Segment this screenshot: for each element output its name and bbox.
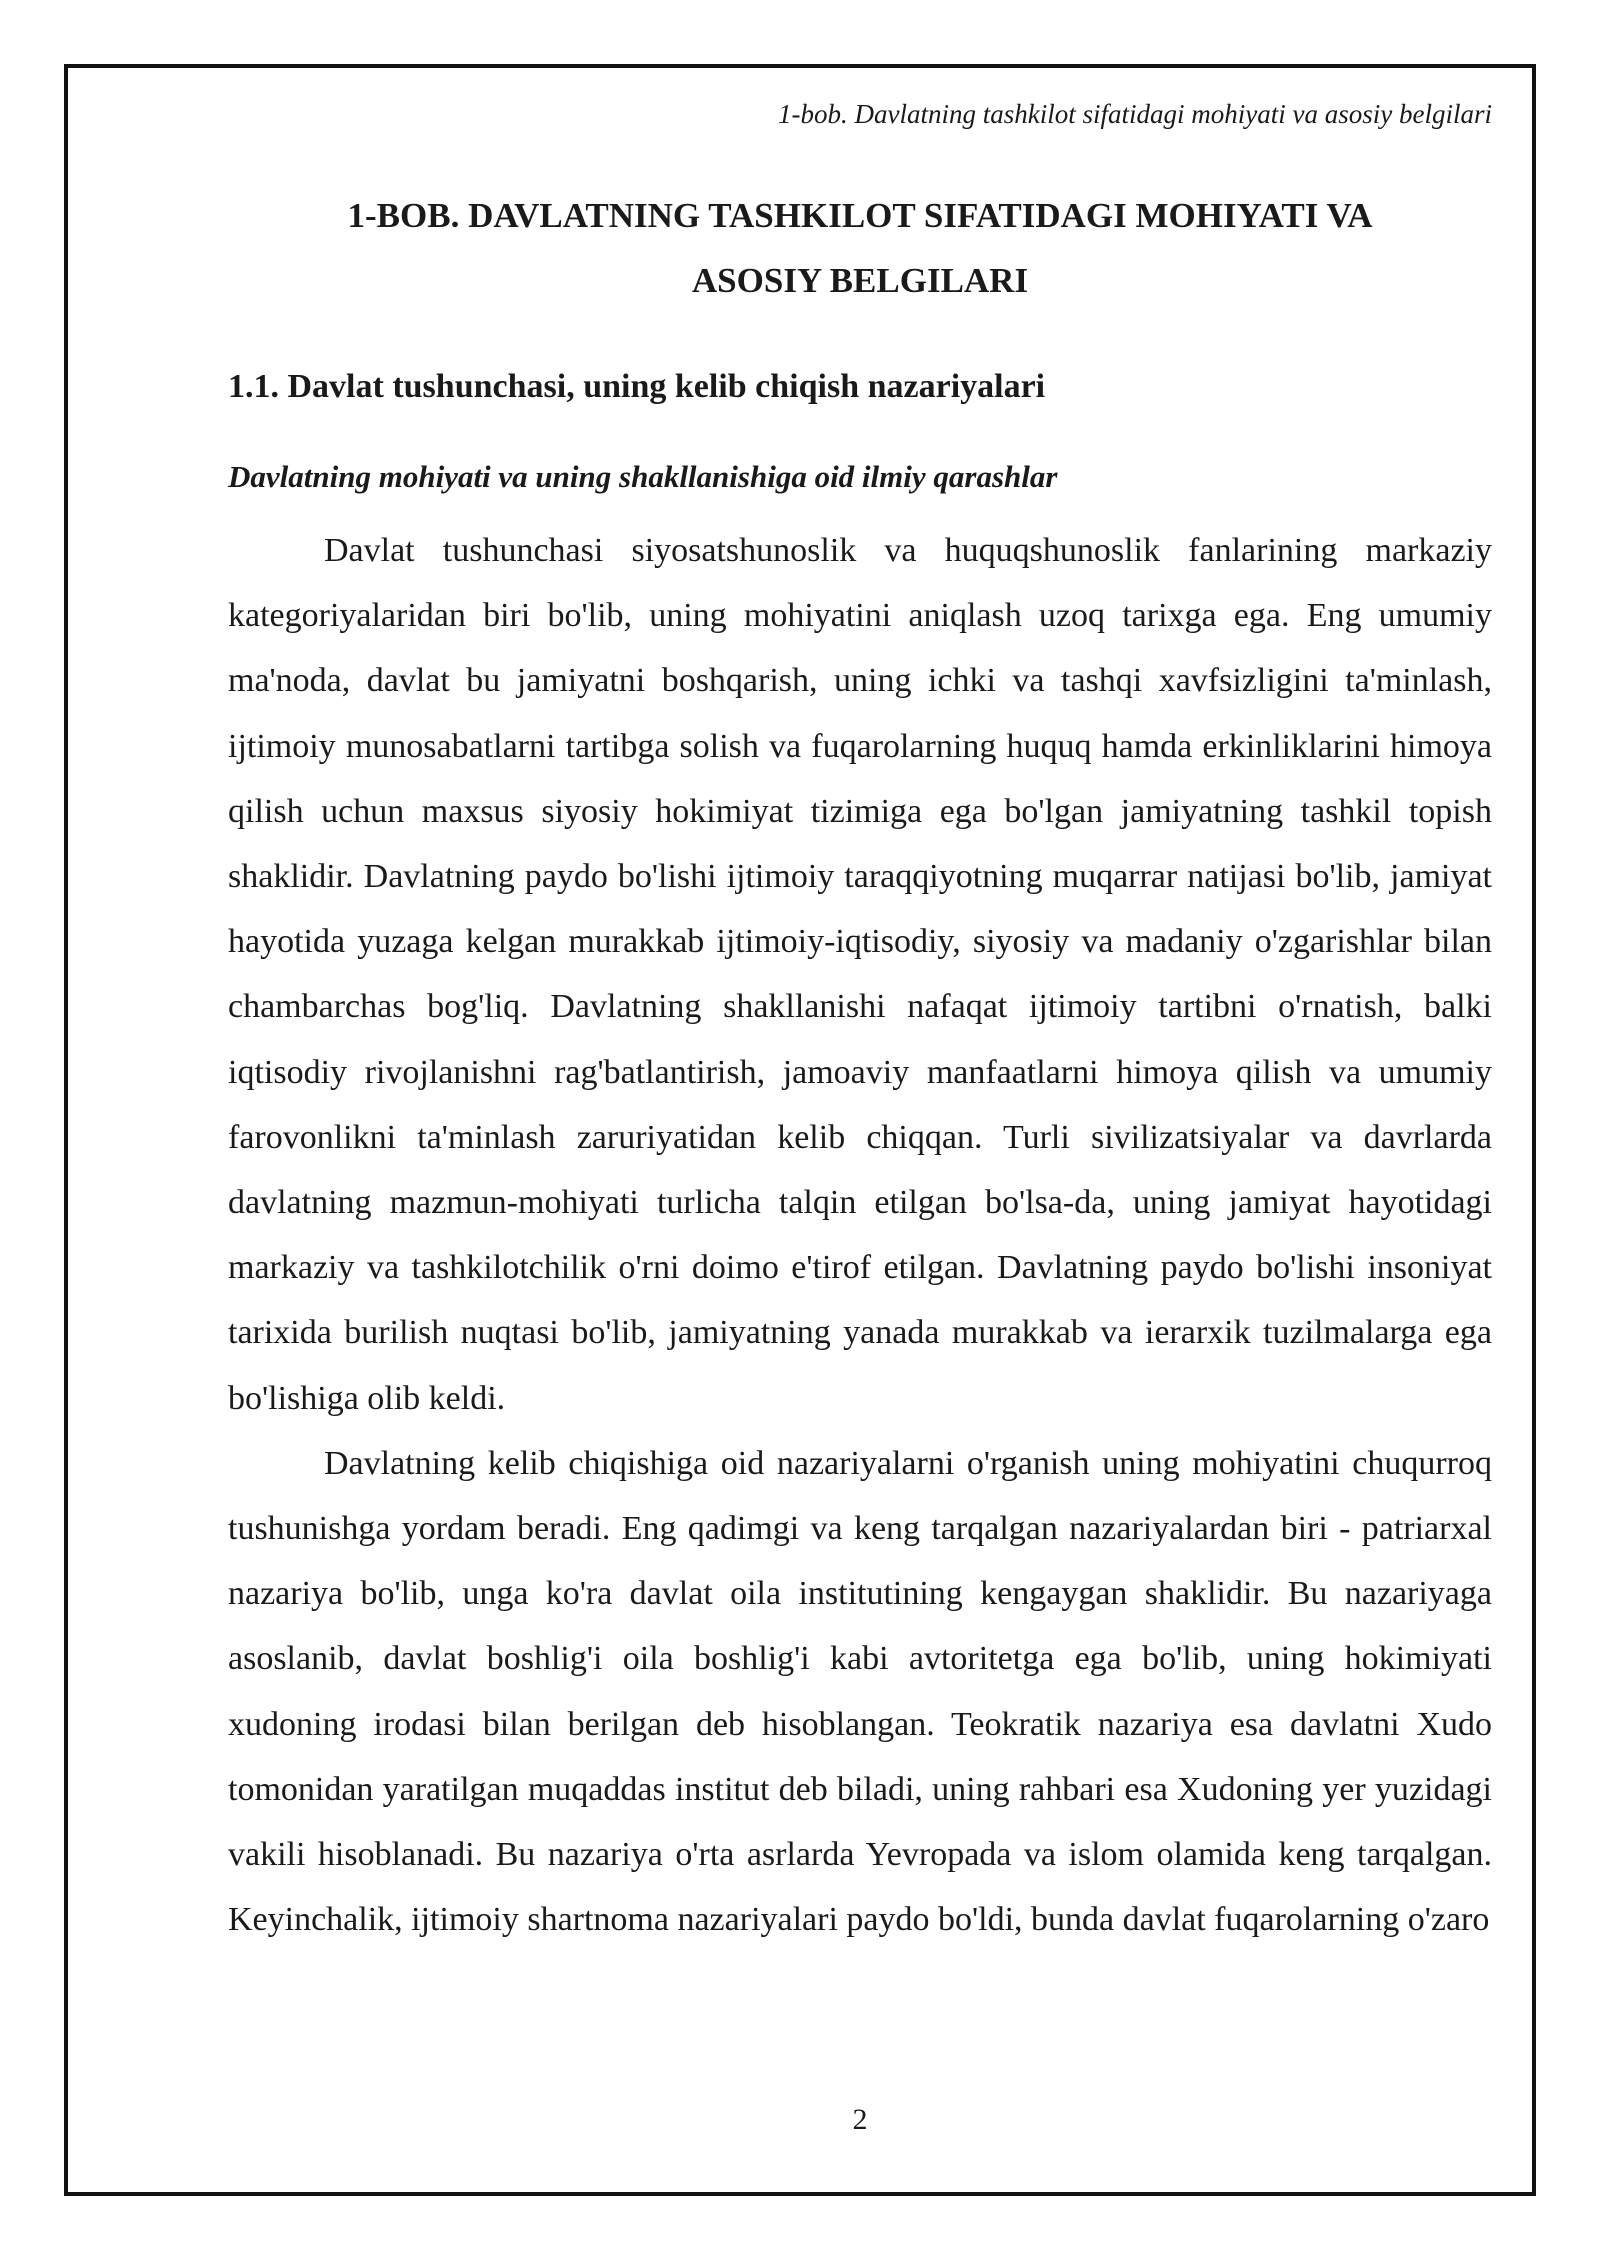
section-subheading: Davlatning mohiyati va uning shakllanishiga oid ilmiy qarashlar	[228, 459, 1058, 494]
section-heading: 1.1. Davlat tushunchasi, uning kelib chiqish nazariyalari	[228, 368, 1046, 405]
chapter-title	[228, 183, 1492, 313]
body-text	[228, 518, 1492, 1952]
paragraph-2: Davlatning kelib chiqishiga oid nazariyalarni o'rganish uning mohiyatini chuqurroq tushunishga yordam beradi. Eng qadimgi va keng tarqalgan nazariyalardan biri - patriarxal nazariya bo'lib, unga ko'ra davlat oila institutining kengaygan shaklidir. Bu nazariyaga asoslanib, davlat boshlig'i oila boshlig'i kabi avtoritetga ega bo'lib, uning hokimiyati xudoning irodasi bilan berilgan deb hisoblangan. Teokratik nazariya esa davlatni Xudo tomonidan yaratilgan muqaddas institut deb biladi, uning rahbari esa Xudoning yer yuzidagi vakili hisoblanadi. Bu nazariya o'rta asrlarda Yevropada va islom olamida keng tarqalgan. Keyinchalik, ijtimoiy shartnoma nazariyalari paydo bo'ldi, bunda davlat fuqarolarning o'zaro	[228, 1444, 1492, 1939]
page-number: 2	[852, 2103, 868, 2136]
chapter-title-line-1: 1-BOB. DAVLATNING TASHKILOT SIFATIDAGI MOHIYATI VA	[347, 196, 1373, 235]
paragraph-1: Davlat tushunchasi siyosatshunoslik va huquqshunoslik fanlarining markaziy kategoriyalaridan biri bo'lib, uning mohiyatini aniqlash uzoq tarixga ega. Eng umumiy ma'noda, davlat bu jamiyatni boshqarish, uning ichki va tashqi xavfsizligini ta'minlash, ijtimoiy munosabatlarni tartibga solish va fuqarolarning huquq hamda erkinliklarini himoya qilish uchun maxsus siyosiy hokimiyat tizimiga ega bo'lgan jamiyatning tashkil topish shaklidir. Davlatning paydo bo'lishi ijtimoiy taraqqiyotning muqarrar natijasi bo'lib, jamiyat hayotida yuzaga kelgan murakkab ijtimoiy-iqtisodiy, siyosiy va madaniy o'zgarishlar bilan chambarchas bog'liq. Davlatning shakllanishi nafaqat ijtimoiy tartibni o'rnatish, balki iqtisodiy rivojlanishni rag'batlantirish, jamoaviy manfaatlarni himoya qilish va umumiy farovonlikni ta'minlash zaruriyatidan kelib chiqqan. Turli sivilizatsiyalar va davrlarda davlatning mazmun-mohiyati turlicha talqin etilgan bo'lsa-da, uning jamiyat hayotidagi markaziy va tashkilotchilik o'rni doimo e'tirof etilgan. Davlatning paydo bo'lishi insoniyat tarixida burilish nuqtasi bo'lib, jamiyatning yanada murakkab va ierarxik tuzilmalarga ega bo'lishiga olib keldi.	[228, 532, 1492, 1417]
chapter-title-line-2: ASOSIY BELGILARI	[691, 261, 1029, 300]
running-header: 1-bob. Davlatning tashkilot sifatidagi mohiyati va asosiy belgilari	[778, 99, 1492, 129]
